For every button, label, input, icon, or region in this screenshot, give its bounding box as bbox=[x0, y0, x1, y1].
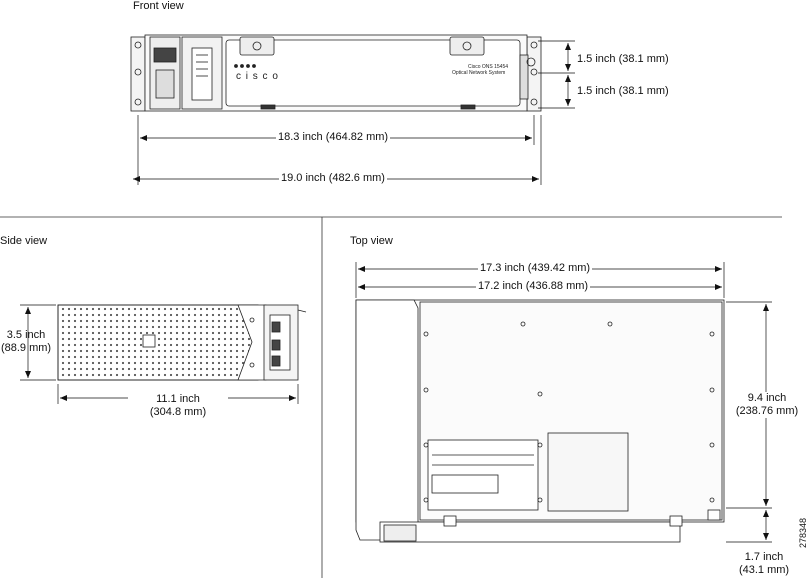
side-view-title: Side view bbox=[0, 235, 48, 247]
side-height-line1: 3.5 inch bbox=[6, 329, 46, 341]
side-view-chassis bbox=[58, 305, 306, 380]
front-view-title: Front view bbox=[133, 0, 184, 12]
top-depth-line2: (238.76 mm) bbox=[735, 405, 799, 417]
top-view-chassis bbox=[356, 300, 724, 542]
front-outer-width-label: 19.0 inch (482.6 mm) bbox=[281, 172, 385, 184]
front-logo: c i s c o bbox=[236, 71, 279, 82]
top-depth-label bbox=[730, 392, 804, 418]
side-height-label bbox=[0, 329, 52, 355]
side-depth-line2: (304.8 mm) bbox=[149, 406, 207, 418]
top-view-title: Top view bbox=[350, 235, 393, 247]
top-bracket-line1: 1.7 inch bbox=[744, 551, 784, 563]
side-depth-label bbox=[128, 393, 228, 419]
side-depth-line1: 11.1 inch bbox=[156, 393, 200, 405]
front-lower-height-label: 1.5 inch (38.1 mm) bbox=[577, 85, 669, 97]
top-inner-width-label: 17.2 inch (436.88 mm) bbox=[478, 280, 589, 292]
front-brand-line1: Cisco ONS 15454 bbox=[468, 64, 509, 70]
front-upper-height-label: 1.5 inch (38.1 mm) bbox=[577, 53, 669, 65]
top-bracket-line2: (43.1 mm) bbox=[738, 564, 790, 576]
top-bracket-label bbox=[734, 551, 794, 577]
figure-id: 278348 bbox=[798, 517, 808, 548]
front-inner-width-label: 18.3 inch (464.82 mm) bbox=[278, 131, 389, 143]
side-height-line2: (88.9 mm) bbox=[0, 342, 52, 354]
top-outer-width-label: 17.3 inch (439.42 mm) bbox=[480, 262, 591, 274]
front-brand-line2: Optical Network System bbox=[452, 70, 506, 76]
top-depth-line1: 9.4 inch bbox=[747, 392, 787, 404]
